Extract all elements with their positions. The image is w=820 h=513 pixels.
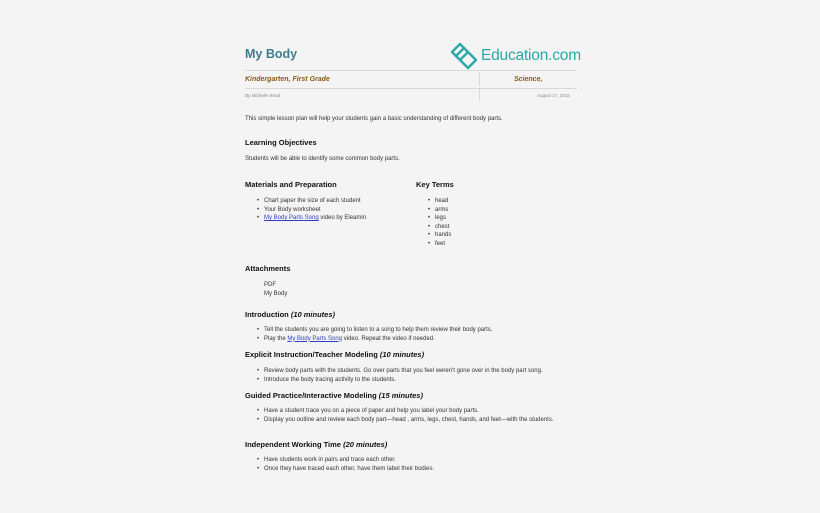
section-title: Introduction <box>245 310 289 319</box>
list-item: • Your Body worksheet <box>245 206 366 215</box>
list-item: • Tell the students you are going to listen to a song to help them review their body parts. <box>245 326 492 335</box>
lesson-plan-page <box>228 38 594 513</box>
explicit-instruction-heading <box>245 350 424 359</box>
attachments-heading: Attachments <box>245 264 291 273</box>
attachment-item[interactable]: PDF <box>264 282 276 288</box>
page-title: My Body <box>245 47 298 61</box>
materials-heading: Materials and Preparation <box>245 180 337 189</box>
link-suffix: video by Eleamin <box>318 215 367 221</box>
section-title: Explicit Instruction/Teacher Modeling <box>245 350 378 359</box>
introduction-heading <box>245 310 335 319</box>
list-item: • Once they have traced each other, have them label their bodies. <box>245 465 434 474</box>
section-time: (10 minutes) <box>379 350 425 359</box>
list-item-suffix: video. Repeat the video if needed. <box>342 335 435 342</box>
list-item: • Review body parts with the students. Go over parts that you feel weren't gone over in the body part song. <box>245 367 543 376</box>
independent-working-list <box>245 456 434 473</box>
list-item: • legs <box>416 214 451 223</box>
list-item: • head <box>416 197 451 206</box>
guided-practice-list <box>245 407 585 424</box>
learning-objectives-heading: Learning Objectives <box>245 138 317 147</box>
intro-paragraph: This simple lesson plan will help your students gain a basic understanding of different body parts. <box>245 116 503 122</box>
attachment-item[interactable]: My Body <box>264 290 288 297</box>
education-logo[interactable] <box>449 41 581 71</box>
key-terms-heading: Key Terms <box>416 180 454 189</box>
list-item <box>245 335 492 344</box>
list-item: • chest <box>416 223 451 232</box>
logo-text: Education.com <box>481 47 581 64</box>
section-title: Independent Working Time <box>245 440 341 449</box>
pencil-book-icon <box>449 41 479 71</box>
list-item <box>245 214 366 223</box>
list-item-prefix: Play the <box>264 335 288 342</box>
header-divider <box>245 70 577 71</box>
meta-divider <box>245 88 577 89</box>
list-item: • Have students work in pairs and trace each other. <box>245 456 434 465</box>
author: By Michelle Read <box>245 93 281 98</box>
publish-date: August 17, 2015 <box>537 93 570 98</box>
independent-working-heading <box>245 440 387 449</box>
meta-column-divider <box>479 89 480 101</box>
learning-objectives-text: Students will be able to identify some common body parts. <box>245 156 400 162</box>
list-item: • Have a student trace you on a piece of paper and help you label your body parts. <box>245 407 585 416</box>
list-item: • feet <box>416 240 451 249</box>
list-item: • arms <box>416 206 451 215</box>
my-body-parts-song-link[interactable]: My Body Parts Song <box>287 335 343 342</box>
materials-list <box>245 197 366 223</box>
header-column-divider <box>479 72 480 86</box>
key-terms-list <box>416 197 451 248</box>
my-body-parts-song-link[interactable]: My Body Parts Song <box>264 215 319 221</box>
explicit-instruction-list <box>245 367 543 384</box>
list-item: • hands <box>416 231 451 240</box>
section-time: (15 minutes) <box>378 391 423 400</box>
list-item: • Introduce the body tracing activity to the students. <box>245 376 543 385</box>
section-title: Guided Practice/Interactive Modeling <box>245 391 377 400</box>
list-item: • Display you outline and review each body part—head , arms, legs, chest, hands, and feet—with the students. <box>245 416 585 425</box>
section-time: (10 minutes) <box>290 310 336 319</box>
list-item: • Chart paper the size of each student <box>245 197 366 206</box>
attachments-list <box>245 281 287 298</box>
introduction-list <box>245 326 492 343</box>
subject: Science, <box>514 76 543 83</box>
grade-level: Kindergarten, First Grade <box>245 76 330 83</box>
section-time: (20 minutes) <box>343 440 388 449</box>
guided-practice-heading <box>245 391 423 400</box>
